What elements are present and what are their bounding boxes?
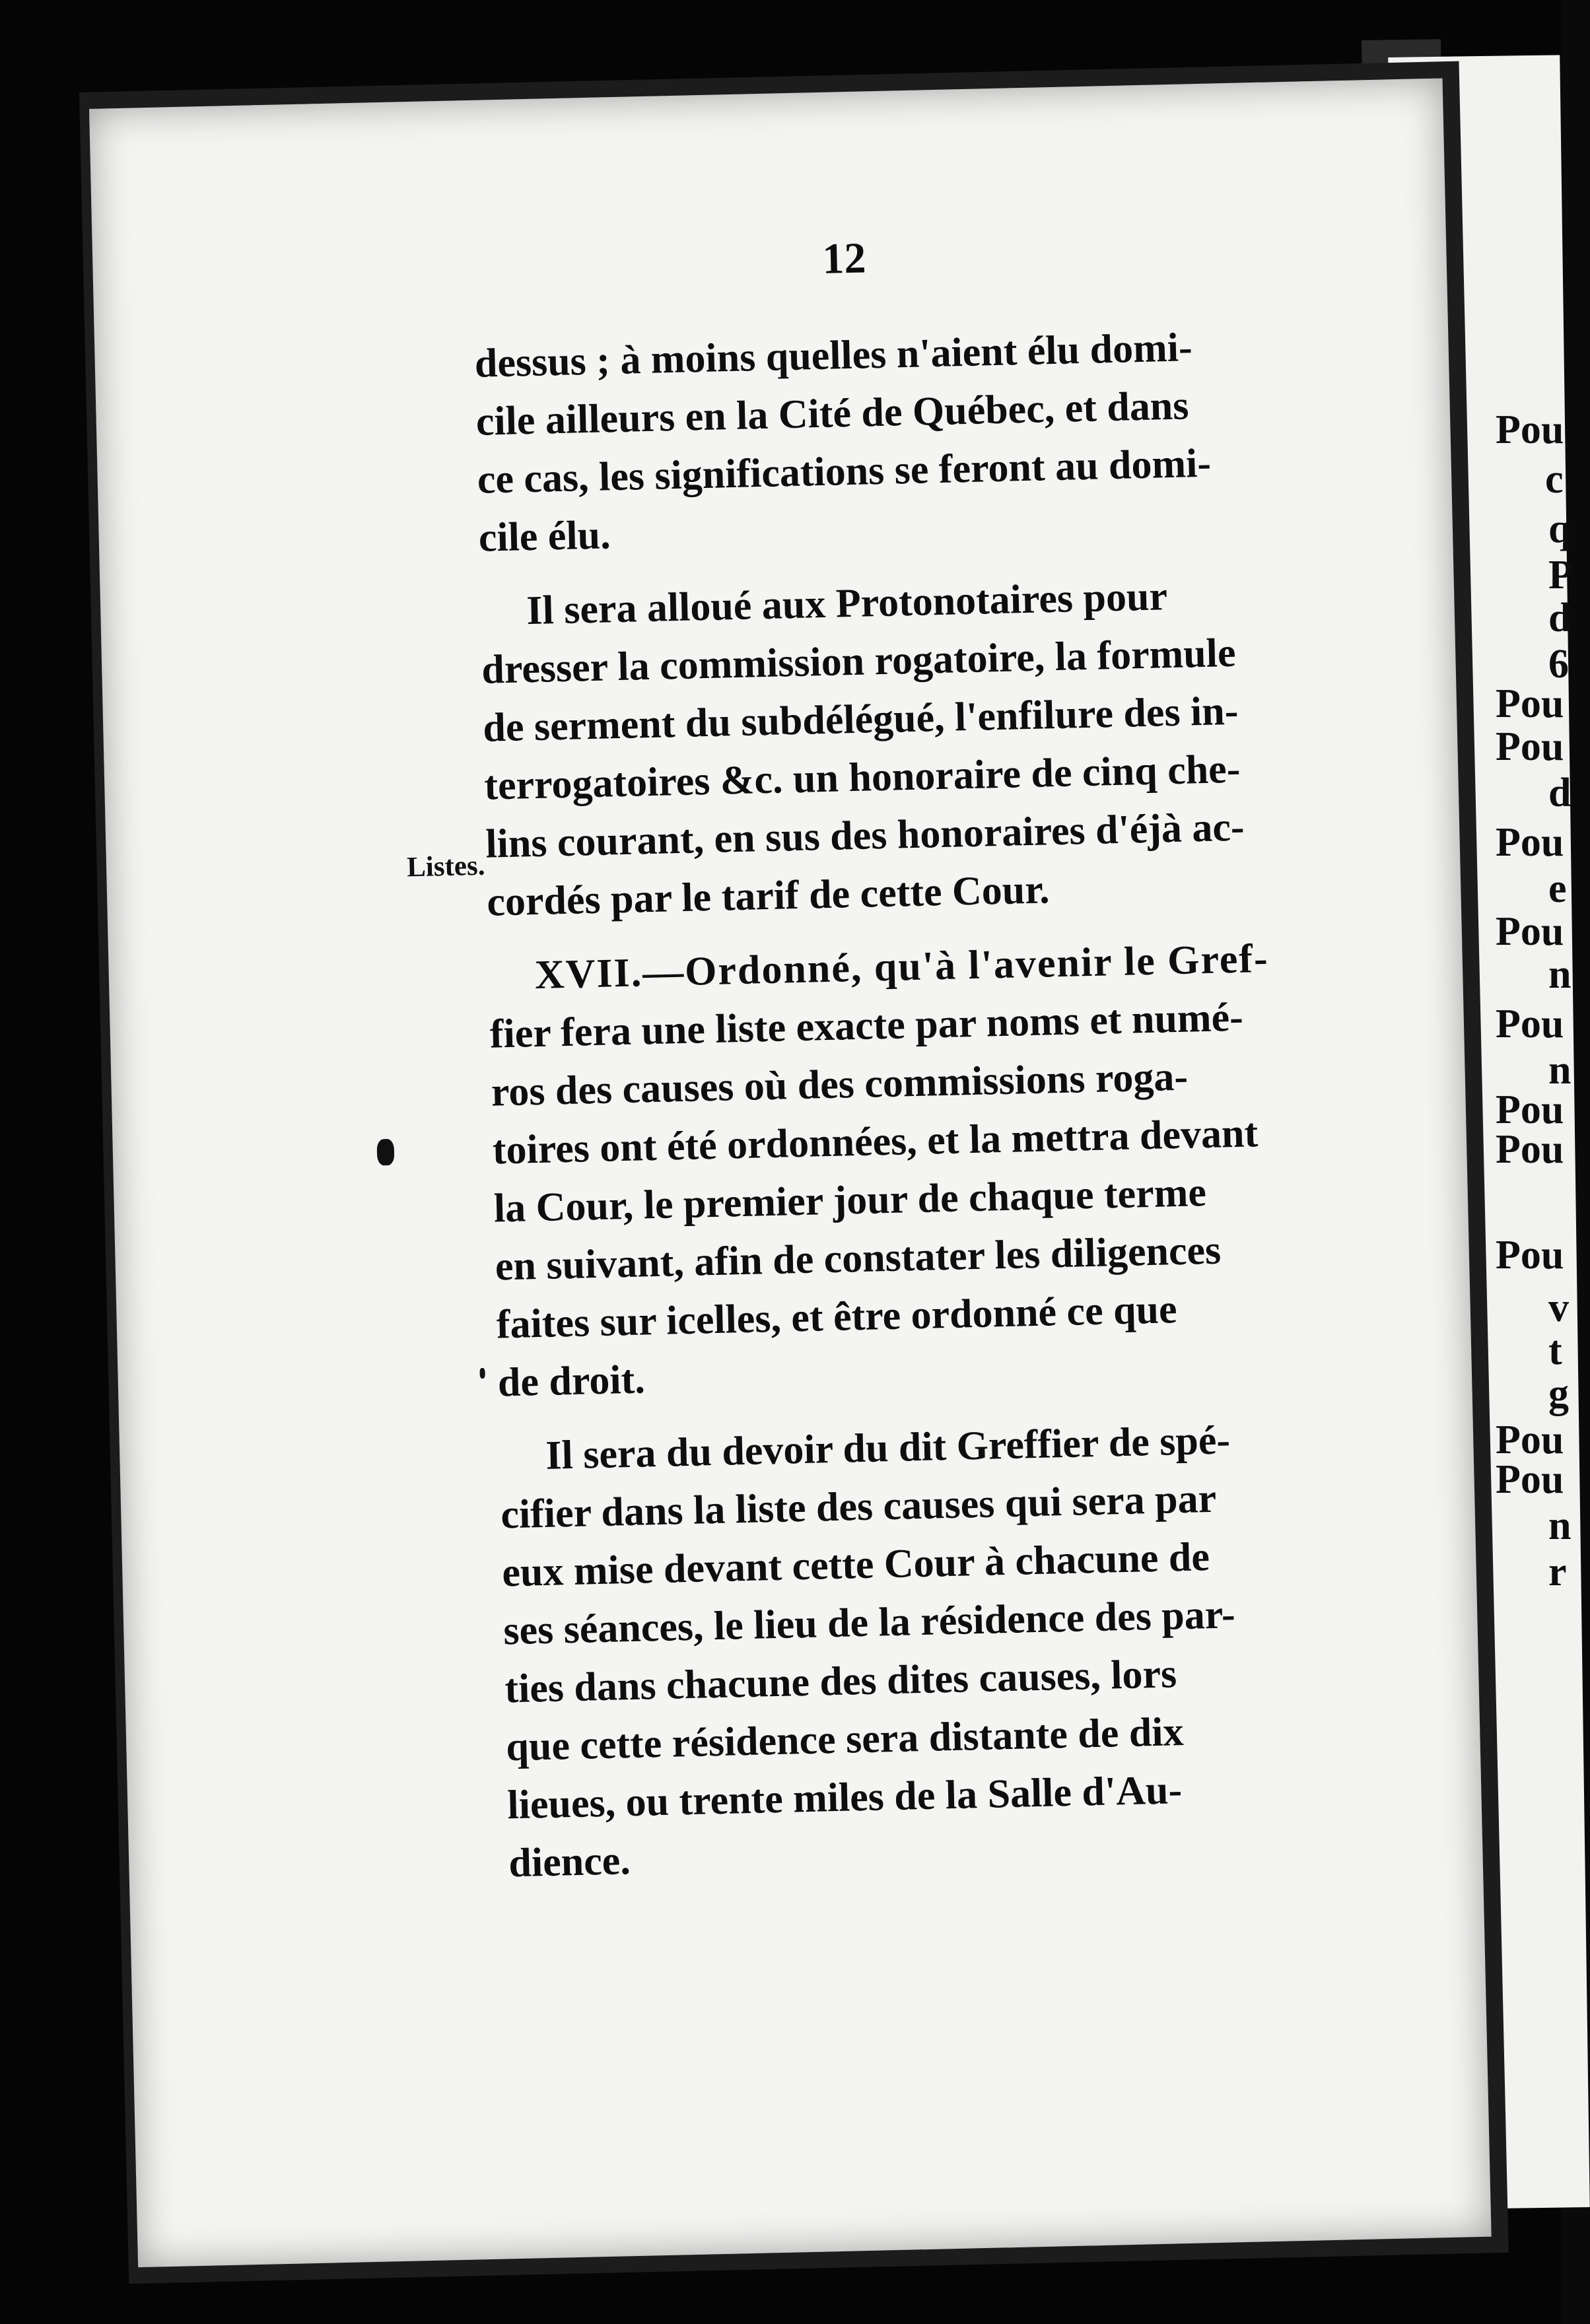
paragraph-2	[479, 561, 1438, 932]
facing-page-fragment: g	[1548, 1371, 1569, 1416]
text-line: faites sur icelles, et être ordonné ce que	[496, 1287, 1178, 1348]
facing-page-fragment: c	[1545, 457, 1564, 502]
facing-page-fragment: Pou	[1496, 407, 1564, 452]
text-line: toires ont été ordonnées, et la mettra devant	[492, 1111, 1259, 1173]
text-line: Il sera alloué aux Protonotaires pour	[526, 574, 1168, 634]
text-line: ce cas, les significations se feront au domi-	[477, 440, 1212, 502]
text-line: cordés par le tarif de cette Cour.	[486, 867, 1051, 925]
text-line: la Cour, le premier jour de chaque terme	[493, 1170, 1207, 1231]
facing-page-fragment: n	[1548, 1503, 1572, 1548]
facing-page-fragment: d	[1548, 596, 1572, 640]
text-line: dresser la commission rogatoire, la formule	[481, 630, 1237, 693]
facing-page-fragment: n	[1548, 952, 1572, 997]
paragraph-4	[499, 1406, 1460, 1892]
facing-page-fragment: Pou	[1496, 909, 1564, 954]
facing-page-fragment: q	[1548, 506, 1572, 551]
facing-page-fragment: t	[1548, 1328, 1562, 1373]
text-line: lins courant, en sus des honoraires d'éjà ac-	[485, 804, 1245, 867]
text-line: Il sera du devoir du dit Greffier de spé-	[545, 1418, 1231, 1478]
text-line: ses séances, le lieu de la résidence des par-	[502, 1592, 1236, 1654]
facing-page-fragment: Pou	[1496, 1457, 1564, 1502]
paragraph-1	[474, 313, 1430, 567]
text-line: lieues, ou trente miles de la Salle d'Au-	[506, 1767, 1183, 1828]
text-line: dience.	[508, 1838, 631, 1886]
text-line: eux mise devant cette Cour à chacune de	[501, 1534, 1210, 1596]
facing-page-fragment: Pou	[1496, 1087, 1564, 1132]
text-line: ros des causes où des commissions roga-	[491, 1054, 1189, 1115]
facing-page-fragment: r	[1548, 1550, 1567, 1594]
text-line: cifier dans la liste des causes qui sera par	[500, 1476, 1217, 1538]
facing-page-fragment: P	[1548, 553, 1573, 598]
text-line: terrogatoires &c. un honoraire de cinq che-	[483, 746, 1241, 809]
facing-page-fragment: n	[1548, 1048, 1572, 1093]
text-line: cile élu.	[478, 512, 611, 561]
facing-page-fragment: Pou	[1496, 724, 1564, 769]
text-line: en suivant, afin de constater les diligences	[495, 1227, 1222, 1289]
document-page	[89, 78, 1492, 2267]
text-line: ties dans chacune des dites causes, lors	[504, 1651, 1177, 1712]
paragraph-3	[488, 926, 1449, 1412]
facing-page-fragment: Pou	[1496, 1002, 1564, 1046]
facing-page-fragment: Pou	[1496, 681, 1564, 726]
text-line: dessus ; à moins quelles n'aient élu domi-	[474, 325, 1193, 386]
text-line: de droit.	[497, 1357, 646, 1406]
ink-speck	[377, 1139, 395, 1166]
facing-page-fragment: Pou	[1496, 1418, 1564, 1462]
facing-page-fragment: d	[1548, 770, 1572, 815]
facing-page-fragment: v	[1548, 1285, 1569, 1330]
body-text	[474, 313, 1460, 1892]
text-line: de serment du subdélégué, l'enfilure des in-	[482, 688, 1239, 751]
ink-speck	[479, 1368, 485, 1379]
text-line: XVII.—Ordonné, qu'à l'avenir le Gref-	[534, 936, 1270, 998]
facing-page-fragment: 6	[1548, 642, 1569, 687]
facing-page-fragment: Pou	[1496, 1127, 1564, 1172]
text-line: que cette résidence sera distante de dix	[505, 1709, 1185, 1770]
margin-note: Listes.	[406, 850, 485, 883]
page-number: 12	[821, 234, 867, 283]
facing-page-fragment: Pou	[1496, 1233, 1564, 1278]
facing-page-fragment: Pou	[1496, 820, 1564, 865]
text-line: cile ailleurs en la Cité de Québec, et dans	[475, 383, 1190, 444]
text-line: fier fera une liste exacte par noms et numé-	[489, 994, 1244, 1057]
facing-page-fragment: e	[1548, 866, 1567, 911]
